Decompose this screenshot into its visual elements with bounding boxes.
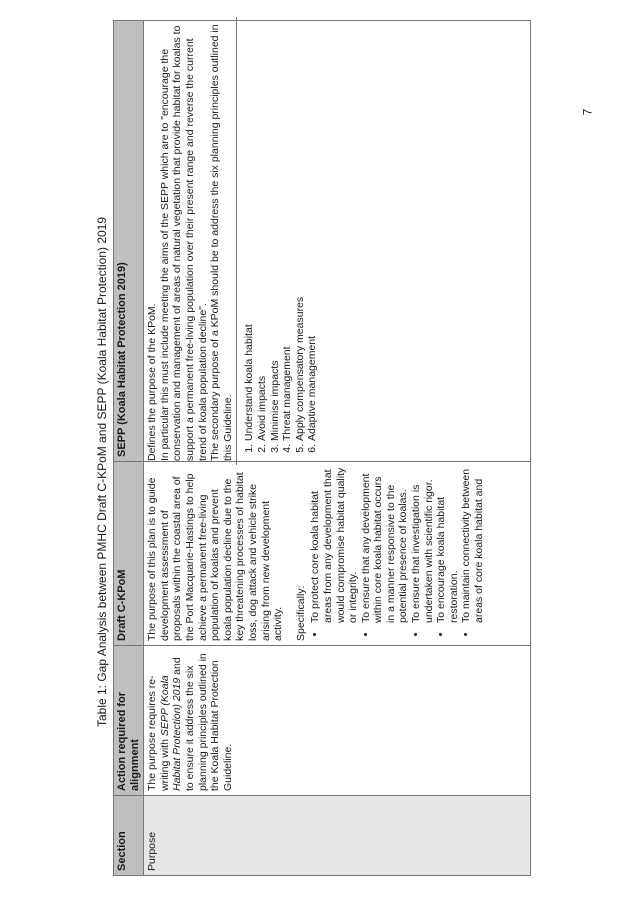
section-label: Purpose — [146, 831, 159, 871]
list-item: 1. Understand koala habitat — [243, 25, 256, 441]
list-item: • To protect core koala habitat areas from any development that would compromise habitat quality or integrity. — [309, 466, 359, 623]
action-text-after: and to ensure it address the six planning principles outlined in the Koala Habitat Protection Guideline. — [171, 653, 234, 791]
sepp-purpose-block — [144, 17, 237, 465]
list-item: 6. Adaptive management — [306, 25, 319, 441]
sepp-paragraph-2: In particular this must include meeting the aims of the SEPP which are to "encourage the conservation and management of areas of natural vegetation that provide habitat for koalas to support a permanent free-living population over their present range and reverse the current trend of koala population decline". — [158, 25, 209, 461]
list-item: • To ensure that any development within core koala habitat occurs in a manner responsive to the potential presence of koalas. — [360, 466, 410, 623]
list-item: 2. Avoid impacts — [256, 25, 269, 441]
sepp-principles-block — [241, 21, 321, 461]
list-item: 4. Threat management — [281, 25, 294, 441]
action-text-before: The purpose requires re-writing with — [146, 675, 171, 791]
list-item: • To encourage koala habitat restoration. — [435, 466, 460, 623]
draft-bullet-list — [309, 466, 485, 641]
draft-specifically: Specifically: — [294, 585, 307, 641]
list-item: • To ensure that investigation is undertaken with scientific rigor. — [410, 466, 435, 623]
sepp-paragraph-3: The secondary purpose of a KPoM should be to address the six planning principles outlined in this Guideline. — [209, 24, 234, 461]
header-action: Action required for alignment — [114, 646, 144, 796]
header-row — [114, 21, 144, 876]
table-caption — [93, 0, 111, 907]
list-item: 3. Minimise impacts — [269, 25, 282, 441]
header-draft: Draft C-KPoM — [114, 462, 144, 646]
table-row — [144, 21, 531, 876]
page-number: 7 — [580, 108, 595, 116]
header-section: Section — [114, 796, 144, 876]
sepp-principles-list — [243, 25, 319, 457]
action-text-italic: SEPP (Koala Habitat Protection) 2019 — [158, 675, 184, 791]
list-item: • To maintain connectivity between areas of core koala habitat and — [460, 466, 485, 623]
sepp-cell — [144, 21, 531, 462]
list-item: 5. Apply compensatory measures — [294, 25, 307, 441]
gap-analysis-table — [113, 20, 531, 876]
sepp-paragraph-1: Defines the purpose of the KPoM. — [146, 303, 159, 461]
draft-intro: The purpose of this plan is to guide development assessment of proposals within the coastal area of the Port Macquarie-Hastings to help achieve a permanent free-living population of koalas and prevent koala population decline due to the key threatening processes of habitat loss, dog attack and vehicle strike arising from new development activity. — [146, 472, 285, 641]
section-cell — [144, 796, 531, 876]
draft-cell — [144, 462, 531, 646]
action-cell — [144, 646, 531, 796]
caption-text: Table 1: Gap Analysis between PMHC Draft C-KPoM and SEPP (Koala Habitat Protection) 2019 — [95, 216, 109, 728]
rotated-table-container — [113, 21, 531, 876]
header-sepp: SEPP (Koala Habitat Protection 2019) — [114, 21, 144, 462]
